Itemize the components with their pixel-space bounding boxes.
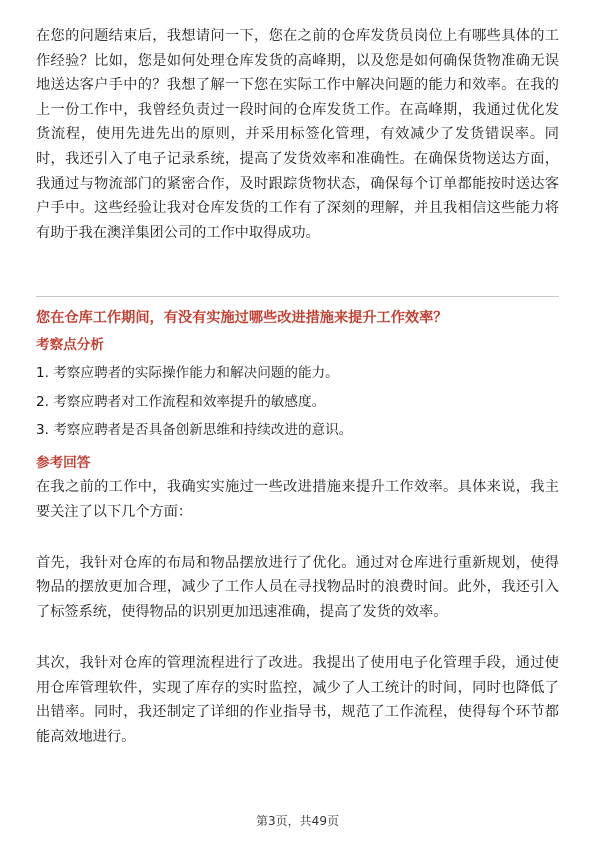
answer-paragraph: 首先，我针对仓库的布局和物品摆放进行了优化。通过对仓库进行重新规划，使得物品的摆放更加合理，减少了工作人员在寻找物品时的浪费时间。此外，我还引入了标签系统，使得物品的识别更加迅速准确，提高了发货的效率。 [36,554,559,620]
intro-paragraph: 在您的问题结束后，我想请问一下，您在之前的仓库发货员岗位上有哪些具体的工作经验？比如，您是如何处理仓库发货的高峰期，以及您是如何确保货物准确无误地送达客户手中的？我想了解一下您在实际工作中解决问题的能力和效率。在我的上一份工作中，我曾经负责过一段时间的仓库发货工作。在高峰期，我通过优化发货流程，使用先进先出的原则，并采用标签化管理，有效减少了发货错误率。同时，我还引入了电子记录系统，提高了发货效率和准确性。在确保货物送达方面，我通过与物流部门的紧密合作，及时跟踪货物状态，确保每个订单都能按时送达客户手中。这些经验让我对仓库发货的工作有了深刻的理解，并且我相信这些能力将有助于我在澳洋集团公司的工作中取得成功。 [36,28,559,241]
analysis-list [36,359,559,445]
answer-section [36,453,559,750]
interview-question: 您在仓库工作期间，有没有实施过哪些改进措施来提升工作效率？ [36,310,448,326]
page-number: 第3页，共49页 [256,814,339,828]
section-divider [36,296,559,297]
answer-paragraph: 其次，我针对仓库的管理流程进行了改进。我提出了使用电子化管理手段，通过使用仓库管理软件，实现了库存的实时监控，减少了人工统计的时间，同时也降低了出错率。同时，我还制定了详细的作业指导书，规范了工作流程，使得每个环节都能高效地进行。 [36,655,559,745]
analysis-item: 1. 考察应聘者的实际操作能力和解决问题的能力。 [36,365,339,381]
answer-label: 参考回答 [36,455,91,471]
analysis-item: 3. 考察应聘者是否具备创新思维和持续改进的意识。 [36,422,353,438]
answer-paragraph: 在我之前的工作中，我确实实施过一些改进措施来提升工作效率。具体来说，我主要关注了以下几个方面： [36,479,559,520]
analysis-label: 考察点分析 [36,337,104,353]
analysis-section [36,335,559,445]
analysis-item: 2. 考察应聘者对工作流程和效率提升的敏感度。 [36,393,326,410]
intro-section [36,24,559,245]
